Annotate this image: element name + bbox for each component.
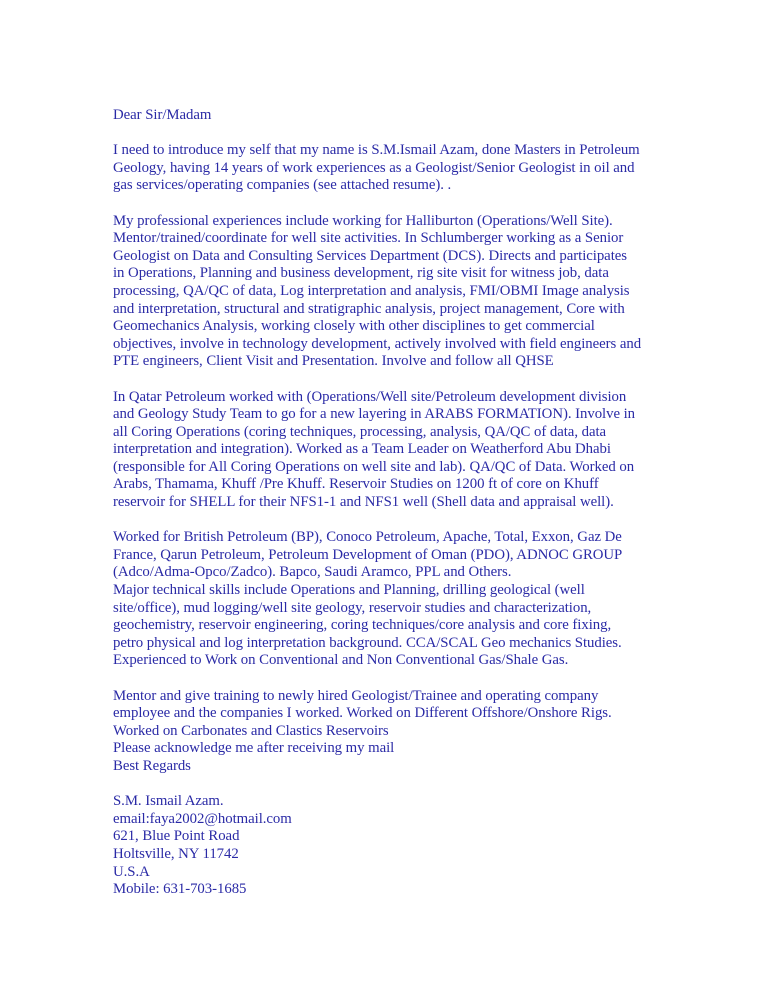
companies-line: Worked for British Petroleum (BP), Conoco Petroleum, Apache, Total, Exxon, Gaz De [113, 529, 622, 546]
signature-mobile: Mobile: 631-703-1685 [113, 881, 247, 898]
qatar-line: reservoir for SHELL for their NFS1-1 and NFS1 well (Shell data and appraisal well). [113, 494, 614, 511]
signature-country: U.S.A [113, 863, 150, 880]
paragraph-gap [113, 371, 673, 389]
companies-line: site/office), mud logging/well site geology, reservoir studies and characterization, [113, 599, 592, 616]
experience-line: Geomechanics Analysis, working closely with other disciplines to get commercial [113, 318, 595, 335]
experience-line: objectives, involve in technology development, actively involved with field engineers and [113, 335, 642, 352]
qatar-line: and Geology Study Team to go for a new layering in ARABS FORMATION). Involve in [113, 406, 636, 423]
intro-paragraph [113, 142, 673, 195]
intro-line: gas services/operating companies (see attached resume). . [113, 177, 452, 194]
paragraph-gap [113, 670, 673, 688]
mentor-line: Worked on Carbonates and Clastics Reservoirs [113, 722, 389, 739]
signature-email: email:faya2002@hotmail.com [113, 810, 292, 827]
experience-line: Mentor/trained/coordinate for well site activities. In Schlumberger working as a Senior [113, 230, 624, 247]
experience-line: and interpretation, structural and stratigraphic analysis, project management, Core with [113, 300, 625, 317]
mentor-paragraph [113, 688, 673, 776]
paragraph-gap [113, 195, 673, 213]
experience-line: Geologist on Data and Consulting Services Department (DCS). Directs and participates [113, 247, 627, 264]
experience-line: My professional experiences include working for Halliburton (Operations/Well Site). [113, 212, 613, 229]
paragraph-gap [113, 776, 673, 794]
paragraph-gap [113, 125, 673, 143]
signature-city: Holtsville, NY 11742 [113, 845, 239, 862]
letter-body [113, 107, 673, 899]
greeting: Dear Sir/Madam [113, 107, 212, 123]
qatar-paragraph [113, 389, 673, 512]
companies-line: Experienced to Work on Conventional and Non Conventional Gas/Shale Gas. [113, 652, 569, 669]
qatar-line: (responsible for All Coring Operations on well site and lab). QA/QC of Data. Worked on [113, 458, 635, 475]
experience-line: PTE engineers, Client Visit and Presentation. Involve and follow all QHSE [113, 353, 554, 370]
signature-name: S.M. Ismail Azam. [113, 793, 224, 810]
acknowledge-line: Please acknowledge me after receiving my mail [113, 740, 395, 757]
companies-paragraph [113, 529, 673, 670]
closing-line: Best Regards [113, 757, 191, 774]
intro-line: Geology, having 14 years of work experiences as a Geologist/Senior Geologist in oil and [113, 159, 635, 176]
experience-paragraph [113, 213, 673, 371]
experience-line: in Operations, Planning and business development, rig site visit for witness job, data [113, 265, 609, 282]
mentor-line: employee and the companies I worked. Worked on Different Offshore/Onshore Rigs. [113, 705, 612, 722]
paragraph-gap [113, 512, 673, 530]
companies-line: (Adco/Adma-Opco/Zadco). Bapco, Saudi Aramco, PPL and Others. [113, 564, 512, 581]
signature-block [113, 793, 673, 899]
mentor-line: Mentor and give training to newly hired Geologist/Trainee and operating company [113, 687, 599, 704]
experience-line: processing, QA/QC of data, Log interpretation and analysis, FMI/OBMI Image analysis [113, 282, 630, 299]
qatar-line: all Coring Operations (coring techniques, processing, analysis, QA/QC of data, data [113, 423, 607, 440]
signature-street: 621, Blue Point Road [113, 828, 240, 845]
qatar-line: In Qatar Petroleum worked with (Operations/Well site/Petroleum development division [113, 388, 627, 405]
intro-line: I need to introduce my self that my name is S.M.Ismail Azam, done Masters in Petroleum [113, 142, 640, 159]
companies-line: Major technical skills include Operations and Planning, drilling geological (well [113, 582, 585, 599]
qatar-line: Arabs, Thamama, Khuff /Pre Khuff. Reservoir Studies on 1200 ft of core on Khuff [113, 476, 599, 493]
companies-line: geochemistry, reservoir engineering, coring techniques/core analysis and core fixing, [113, 617, 612, 634]
companies-line: petro physical and log interpretation background. CCA/SCAL Geo mechanics Studies. [113, 634, 622, 651]
qatar-line: interpretation and integration). Worked as a Team Leader on Weatherford Abu Dhabi [113, 441, 611, 458]
companies-line: France, Qarun Petroleum, Petroleum Development of Oman (PDO), ADNOC GROUP [113, 546, 623, 563]
